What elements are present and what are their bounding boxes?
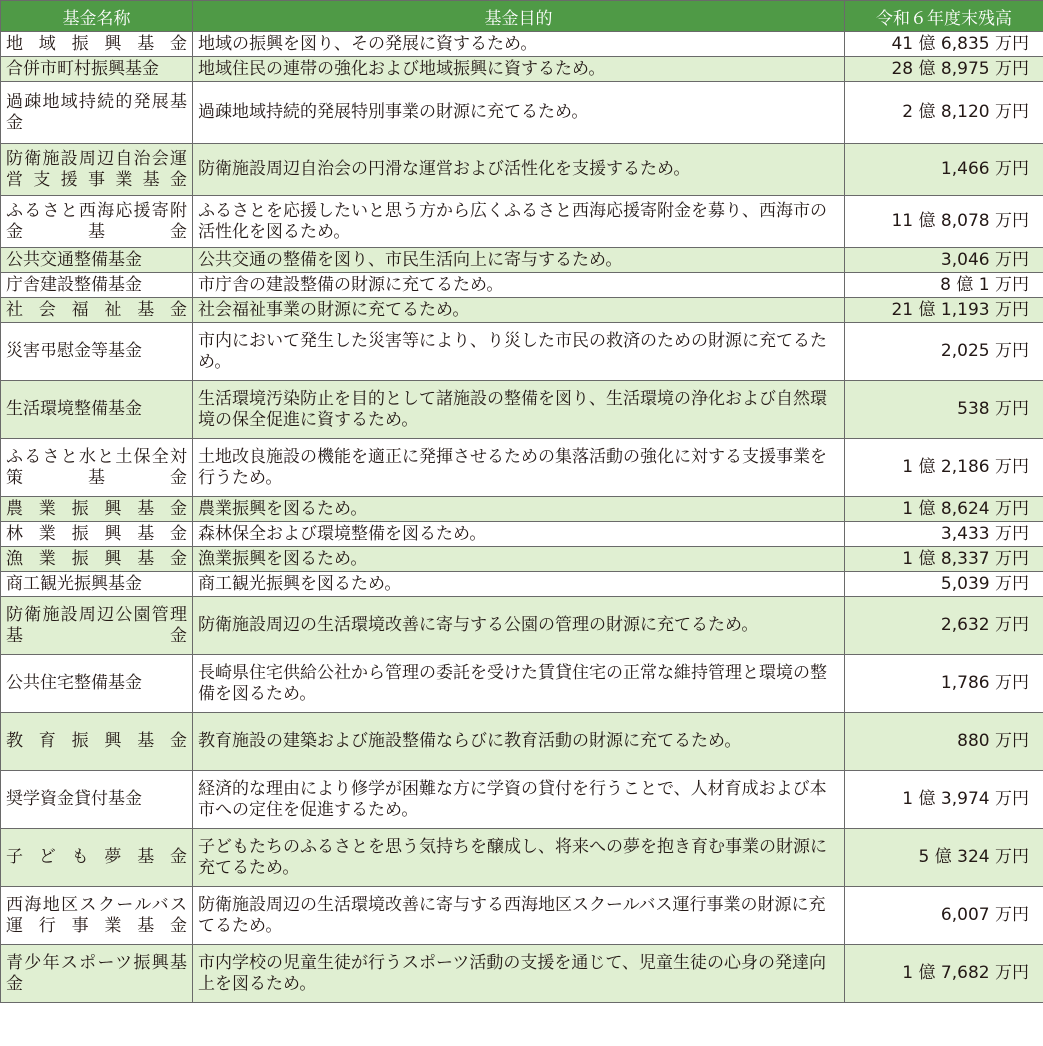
fund-balance: 1 億 3,974 万円 [845, 771, 1043, 829]
header-fund-name: 基金名称 [1, 1, 193, 32]
fund-purpose: 地域住民の連帯の強化および地域振興に資するため。 [193, 57, 845, 82]
table-row [1, 248, 1043, 273]
fund-name: 教育振興基金 [1, 713, 193, 771]
fund-name: 社会福祉基金 [1, 298, 193, 323]
fund-name: 西海地区スクールバス運行事業基金 [1, 887, 193, 945]
fund-name: ふるさと西海応援寄附金基金 [1, 196, 193, 248]
table-row [1, 887, 1043, 945]
header-fund-purpose: 基金目的 [193, 1, 845, 32]
fund-balance: 1 億 8,624 万円 [845, 497, 1043, 522]
table-row [1, 298, 1043, 323]
table-row [1, 597, 1043, 655]
fund-name: 庁舎建設整備基金 [1, 273, 193, 298]
fund-balance: 6,007 万円 [845, 887, 1043, 945]
table-row [1, 771, 1043, 829]
fund-purpose: 土地改良施設の機能を適正に発揮させるための集落活動の強化に対する支援事業を行うため。 [193, 439, 845, 497]
fund-purpose: 公共交通の整備を図り、市民生活向上に寄与するため。 [193, 248, 845, 273]
fund-balance: 1 億 7,682 万円 [845, 945, 1043, 1003]
table-row [1, 439, 1043, 497]
fund-purpose: ふるさとを応援したいと思う方から広くふるさと西海応援寄附金を募り、西海市の活性化を図るため。 [193, 196, 845, 248]
fund-balance: 2,025 万円 [845, 323, 1043, 381]
fund-purpose: 地域の振興を図り、その発展に資するため。 [193, 32, 845, 57]
fund-balance: 5,039 万円 [845, 572, 1043, 597]
fund-purpose: 生活環境汚染防止を目的として諸施設の整備を図り、生活環境の浄化および自然環境の保全促進に資するため。 [193, 381, 845, 439]
fund-name: 公共交通整備基金 [1, 248, 193, 273]
fund-purpose: 防衛施設周辺の生活環境改善に寄与する西海地区スクールバス運行事業の財源に充てるため。 [193, 887, 845, 945]
fund-name: 子ども夢基金 [1, 829, 193, 887]
fund-balance: 3,433 万円 [845, 522, 1043, 547]
fund-balance: 3,046 万円 [845, 248, 1043, 273]
fund-name: 生活環境整備基金 [1, 381, 193, 439]
fund-name: 合併市町村振興基金 [1, 57, 193, 82]
table-row [1, 945, 1043, 1003]
fund-purpose: 森林保全および環境整備を図るため。 [193, 522, 845, 547]
fund-purpose: 過疎地域持続的発展特別事業の財源に充てるため。 [193, 82, 845, 144]
fund-name: 公共住宅整備基金 [1, 655, 193, 713]
fund-purpose: 商工観光振興を図るため。 [193, 572, 845, 597]
fund-purpose: 市内学校の児童生徒が行うスポーツ活動の支援を通じて、児童生徒の心身の発達向上を図るため。 [193, 945, 845, 1003]
fund-purpose: 農業振興を図るため。 [193, 497, 845, 522]
fund-name: 商工観光振興基金 [1, 572, 193, 597]
fund-name: 防衛施設周辺公園管理基金 [1, 597, 193, 655]
fund-purpose: 漁業振興を図るため。 [193, 547, 845, 572]
fund-balance: 8 億 1 万円 [845, 273, 1043, 298]
table-row [1, 381, 1043, 439]
fund-name: 防衛施設周辺自治会運営支援事業基金 [1, 144, 193, 196]
table-row [1, 144, 1043, 196]
fund-purpose: 市庁舎の建設整備の財源に充てるため。 [193, 273, 845, 298]
fund-purpose: 教育施設の建築および施設整備ならびに教育活動の財源に充てるため。 [193, 713, 845, 771]
fund-balance: 880 万円 [845, 713, 1043, 771]
table-row [1, 547, 1043, 572]
header-fund-balance: 令和６年度末残高 [845, 1, 1043, 32]
fund-balance: 28 億 8,975 万円 [845, 57, 1043, 82]
fund-name: 奨学資金貸付基金 [1, 771, 193, 829]
fund-balance: 2,632 万円 [845, 597, 1043, 655]
fund-name: 地域振興基金 [1, 32, 193, 57]
table-row [1, 829, 1043, 887]
fund-purpose: 子どもたちのふるさとを思う気持ちを醸成し、将来への夢を抱き育む事業の財源に充てるため。 [193, 829, 845, 887]
fund-purpose: 経済的な理由により修学が困難な方に学資の貸付を行うことで、人材育成および本市への定住を促進するため。 [193, 771, 845, 829]
fund-purpose: 防衛施設周辺の生活環境改善に寄与する公園の管理の財源に充てるため。 [193, 597, 845, 655]
fund-balance: 1 億 8,337 万円 [845, 547, 1043, 572]
fund-balance: 5 億 324 万円 [845, 829, 1043, 887]
fund-name: 漁業振興基金 [1, 547, 193, 572]
table-row [1, 196, 1043, 248]
fund-name: ふるさと水と土保全対策基金 [1, 439, 193, 497]
table-row [1, 655, 1043, 713]
fund-name: 過疎地域持続的発展基金 [1, 82, 193, 144]
fund-balance: 11 億 8,078 万円 [845, 196, 1043, 248]
fund-balance: 2 億 8,120 万円 [845, 82, 1043, 144]
fund-name: 災害弔慰金等基金 [1, 323, 193, 381]
table-row [1, 713, 1043, 771]
table-row [1, 82, 1043, 144]
fund-balance: 1 億 2,186 万円 [845, 439, 1043, 497]
table-row [1, 497, 1043, 522]
table-row [1, 32, 1043, 57]
table-row [1, 323, 1043, 381]
fund-balance: 21 億 1,193 万円 [845, 298, 1043, 323]
fund-purpose: 長崎県住宅供給公社から管理の委託を受けた賃貸住宅の正常な維持管理と環境の整備を図るため。 [193, 655, 845, 713]
fund-name: 青少年スポーツ振興基金 [1, 945, 193, 1003]
fund-balance: 1,466 万円 [845, 144, 1043, 196]
fund-name: 農業振興基金 [1, 497, 193, 522]
table-row [1, 273, 1043, 298]
fund-purpose: 社会福祉事業の財源に充てるため。 [193, 298, 845, 323]
header-row [1, 1, 1043, 32]
fund-name: 林業振興基金 [1, 522, 193, 547]
fund-balance: 1,786 万円 [845, 655, 1043, 713]
fund-balance: 538 万円 [845, 381, 1043, 439]
table-row [1, 57, 1043, 82]
table-row [1, 522, 1043, 547]
fund-balance: 41 億 6,835 万円 [845, 32, 1043, 57]
fund-purpose: 市内において発生した災害等により、り災した市民の救済のための財源に充てるため。 [193, 323, 845, 381]
fund-purpose: 防衛施設周辺自治会の円滑な運営および活性化を支援するため。 [193, 144, 845, 196]
table-row [1, 572, 1043, 597]
